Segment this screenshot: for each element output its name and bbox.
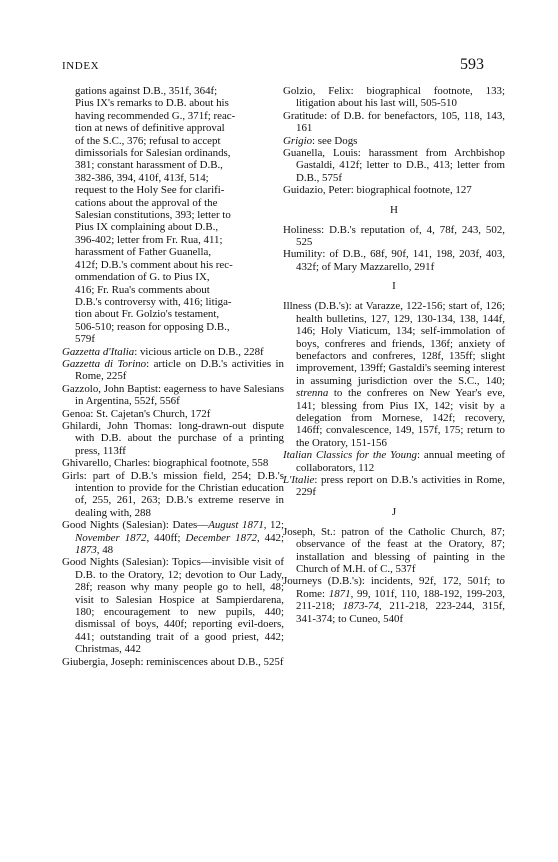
entry-line: tion about Fr. Golzio's testament, <box>75 308 220 321</box>
entry-italic-text: 1871 <box>328 587 351 600</box>
entry-text: Illness (D.B.'s): at Varazze, 122-156; start of, 126; health bulletins, 127, 129, 130-134, 138, 144f, 146; Holy Viaticum, 134; self-immolation of boys, confreres and friends, 136f; anxiety of benefactors and confreres, 128f, 135ff; slight improvement, 139ff; Gastaldi's seeming interest in assuming jurisdiction over the S.C., 140; <box>283 300 505 387</box>
index-entry <box>283 110 505 135</box>
entry-line: dimissorials for Salesian ordinands, <box>75 147 231 160</box>
page-number: 593 <box>460 56 484 73</box>
entry-text: Good Nights (Salesian): Dates— <box>62 519 209 532</box>
entry-line: 579f <box>75 333 95 346</box>
entry-line: ommendation of G. to Pius IX, <box>75 271 210 284</box>
index-entry <box>62 420 284 457</box>
entry-text: Gazzolo, John Baptist: eagerness to have Salesians in Argentina, 552f, 556f <box>62 382 284 408</box>
entry-italic-text: Gazzetta di Torino <box>62 357 147 370</box>
index-entry <box>62 383 284 408</box>
entry-text: Guanella, Louis: harassment from Archbishop Gastaldi, 412f; letter to D.B., 413; letter from D.B., 575f <box>283 147 505 184</box>
left-column <box>62 85 284 668</box>
index-entry <box>283 575 505 625</box>
index-entry <box>283 248 505 273</box>
index-entry <box>283 474 505 499</box>
index-entry <box>283 147 505 184</box>
index-entry <box>62 519 284 556</box>
entry-text: : annual meeting of collaborators, 112 <box>296 449 505 474</box>
entry-line: harassment of Father Guanella, <box>75 246 212 259</box>
entry-line: 506-510; reason for opposing D.B., <box>75 320 230 333</box>
entry-text: Joseph, St.: patron of the Catholic Church, 87; observance of the feast at the Oratory, 87; installation and blessing of painting in the Church of M.H. of C., 537f <box>283 525 505 575</box>
entry-text: , 440ff; <box>146 531 186 544</box>
letter-heading: I <box>392 280 396 293</box>
index-entry <box>283 85 505 110</box>
entry-text: : article on D.B.'s activities in Rome, 225f <box>75 357 284 383</box>
entry-text: Genoa: St. Cajetan's Church, 172f <box>62 407 211 420</box>
entry-text: Good Nights (Salesian): Topics—invisible visit of D.B. to the Oratory, 12; devotion to Our Lady, 28f; reason why many people go to hell, 48; visit to Salesian Hospice at Sampierdarena, 180; encouragement to new pupils, 440; dismissal of boys, 440f; reporting evil-doers, 441; outstanding trait of a good priest, 442; Christmas, 442 <box>62 556 284 656</box>
entry-text: : see Dogs <box>312 134 358 147</box>
index-entry <box>283 135 505 147</box>
entry-text: Gratitude: of D.B. for benefactors, 105, 118, 143, 161 <box>283 109 505 135</box>
letter-heading: J <box>391 505 397 518</box>
entry-line: D.B.'s controversy with, 416; litiga- <box>75 295 232 308</box>
entry-line: Pius IX complaining about D.B., <box>75 221 219 234</box>
entry-line: request to the Holy See for clarifi- <box>75 184 225 197</box>
entry-italic-text: Grigio <box>283 134 313 147</box>
entry-line: of the S.C., 376; refusal to accept <box>75 134 221 147</box>
index-entry <box>62 457 284 469</box>
running-title: INDEX <box>62 60 100 72</box>
entry-text: , 442; <box>256 531 284 544</box>
index-entry <box>283 300 505 449</box>
entry-text: Giubergia, Joseph: reminiscences about D.B., 525f <box>62 655 284 668</box>
entry-italic-text: Gazzetta d'Italia <box>62 345 135 358</box>
entry-text: : vicious article on D.B., 228f <box>134 345 264 358</box>
entry-text: , 48 <box>96 544 114 557</box>
entry-line: 416; Fr. Rua's comments about <box>75 283 210 296</box>
letter-heading: H <box>390 203 398 216</box>
entry-text: Humility: of D.B., 68f, 90f, 141, 198, 203f, 403, 432f; of Mary Mazzarello, 291f <box>283 248 505 273</box>
entry-line: Salesian constitutions, 393; letter to <box>75 209 231 222</box>
entry-italic-text: Italian Classics for the Young <box>283 449 417 462</box>
entry-line: 412f; D.B.'s comment about his rec- <box>75 258 233 271</box>
entry-text: , 99, 101f, 110, 188-192, 199-203, 211-218; <box>296 587 505 613</box>
entry-text: Girls: part of D.B.'s mission field, 254; D.B.'s intention to provide for the Christian education of, 255, 261, 263; D.B.'s extreme reserve in dealing with, 288 <box>62 469 284 519</box>
entry-text: Ghivarello, Charles: biographical footnote, 558 <box>62 457 269 470</box>
entry-line: gations against D.B., 351f, 364f; <box>75 85 218 97</box>
entry-italic-text: 1873-74 <box>342 600 379 613</box>
entry-text: , 211-218, 223-244, 315f, 341-374; to Cuneo, 540f <box>296 600 505 625</box>
index-entry <box>283 224 505 249</box>
entry-line: 396-402; letter from Fr. Rua, 411; <box>75 233 223 246</box>
index-entry <box>283 449 505 474</box>
index-entry <box>283 526 505 576</box>
entry-line: Pius IX's remarks to D.B. about his <box>75 97 229 110</box>
index-entry <box>283 184 505 196</box>
index-entry <box>62 556 284 655</box>
entry-italic-text: August 1871 <box>208 519 264 532</box>
entry-text: Ghilardi, John Thomas: long-drawn-out dispute with D.B. about the purchase of a printing press, 113ff <box>62 419 284 457</box>
index-entry <box>62 358 284 383</box>
index-entry <box>62 408 284 420</box>
entry-line: tion at news of definitive approval <box>75 122 225 135</box>
entry-text: , 12; <box>263 519 284 532</box>
entry-italic-text: strenna <box>296 387 329 400</box>
entry-text: Golzio, Felix: biographical footnote, 133; litigation about his last will, 505-510 <box>283 85 505 110</box>
entry-text: Holiness: D.B.'s reputation of, 4, 78f, 243, 502, 525 <box>283 223 505 249</box>
entry-line: 381; constant harassment of D.B., <box>75 159 223 172</box>
entry-italic-text: November 1872 <box>75 531 147 544</box>
entry-italic-text: L'Italie <box>283 473 315 486</box>
entry-line: having recommended G., 371f; reac- <box>75 109 236 122</box>
entry-italic-text: 1873 <box>75 544 97 557</box>
entry-line: 382-386, 394, 410f, 413f, 514; <box>75 171 209 184</box>
entry-italic-text: December 1872 <box>185 531 257 544</box>
entry-text: to the confreres on New Year's eve, 141; blessing from Pius IX, 142; visit by a delegation from Mornese, 142f; recovery, 146ff; convalescence, 149, 157f, 175; return to the Oratory, 151-156 <box>296 387 505 449</box>
index-entry-continuation <box>62 85 284 346</box>
index-entry <box>62 470 284 520</box>
index-entry <box>62 656 284 668</box>
entry-text: Guidazio, Peter: biographical footnote, 127 <box>283 184 472 197</box>
right-column <box>283 85 505 625</box>
entry-text: : press report on D.B.'s activities in Rome, 229f <box>296 473 505 499</box>
index-entry <box>62 346 284 358</box>
entry-text: Journeys (D.B.'s): incidents, 92f, 172, 501f; to Rome: <box>283 575 505 600</box>
entry-line: cations about the approval of the <box>75 196 218 209</box>
